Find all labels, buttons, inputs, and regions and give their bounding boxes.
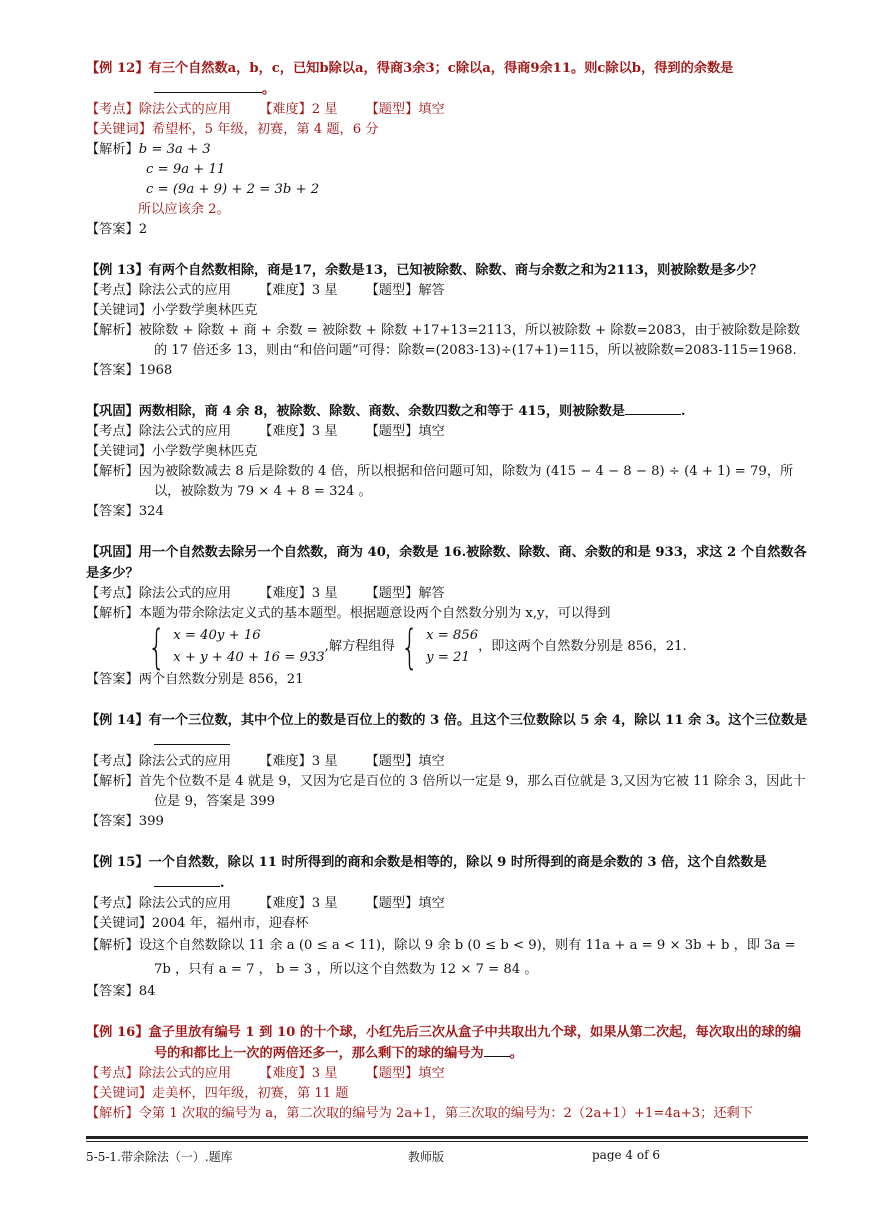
answer: 【答案】324 xyxy=(86,504,164,519)
question-gg2: 【巩固】用一个自然数去除另一个自然数，商为 40，余数是 16.被除数、除数、商、余数的和是 933，求这 2 个自然数各是多少？ xyxy=(86,545,807,581)
answer-blank xyxy=(625,414,681,415)
meta-row: 【考点】除法公式的应用 【难度】3 星 【题型】填空 xyxy=(86,754,445,769)
footer-page-number: page 4 of 6 xyxy=(592,1148,660,1162)
meta-row: 【考点】除法公式的应用 【难度】3 星 【题型】填空 xyxy=(86,1066,445,1081)
answer: 【答案】1968 xyxy=(86,363,173,378)
keywords: 【关键词】希望杯，5 年级，初赛，第 4 题，6 分 xyxy=(86,122,379,137)
answer: 【答案】399 xyxy=(86,814,164,829)
question-13: 【例 13】有两个自然数相除，商是17，余数是13，已知被除数、除数、商与余数之和为2113，则被除数是多少？ xyxy=(86,263,763,278)
answer: 【答案】84 xyxy=(86,984,156,999)
solution: 【解析】令第 1 次取的编号为 a，第二次取的编号为 2a+1，第三次取的编号为：2（2a+1）+1=4a+3；还剩下 xyxy=(86,1106,753,1121)
solution: 【解析】设这个自然数除以 11 余 a (0 ≤ a < 11)，除以 9 余 b (0 ≤ b < 9)，则有 11a + a = 9 × 3b + b ，即 3a = 7b ，只有 a = 7 ， b = 3 ，所以这个自然数为 12 × 7 = 84 。 xyxy=(86,938,796,977)
consolidation-1 xyxy=(86,401,810,522)
footer-edition: 教师版 xyxy=(408,1150,445,1164)
document-body xyxy=(86,58,810,1124)
solution: 【解析】本题为带余除法定义式的基本题型。根据题意设两个自然数分别为 x,y，可以得到 xyxy=(86,606,611,621)
solution: 【解析】被除数 + 除数 + 商 + 余数 = 被除数 + 除数 +17+13=2113，所以被除数 + 除数=2083，由于被除数是除数的 17 倍还多 13，则由“和倍问题”可得：除数=(2083-13)÷(17+1)=115，所以被除数=2083-115=1968. xyxy=(86,323,801,358)
example-16 xyxy=(86,1022,810,1124)
question-15: 【例 15】一个自然数，除以 11 时所得到的商和余数是相等的，除以 9 时所得到的商是余数的 3 倍，这个自然数是. xyxy=(86,855,767,891)
keywords: 【关键词】小学数学奥林匹克 xyxy=(86,444,258,459)
footer-rule xyxy=(86,1141,808,1142)
meta-row: 【考点】除法公式的应用 【难度】2 星 【题型】填空 xyxy=(86,102,445,117)
answer-blank xyxy=(154,744,230,745)
keywords: 【关键词】2004 年，福州市，迎春杯 xyxy=(86,916,309,931)
solution-label: 【解析】b = 3a + 3 xyxy=(86,142,211,157)
question-14: 【例 14】有一个三位数，其中个位上的数是百位上的数的 3 倍。且这个三位数除以 5 余 4，除以 11 余 3。这个三位数是 xyxy=(86,710,810,752)
meta-row: 【考点】除法公式的应用 【难度】3 星 【题型】填空 xyxy=(86,896,445,911)
answer: 【答案】2 xyxy=(86,222,148,237)
question-label: 【例 12】 xyxy=(86,61,149,76)
answer-blank xyxy=(154,886,220,887)
keywords: 【关键词】走美杯，四年级，初赛，第 11 题 xyxy=(86,1086,349,1101)
example-12 xyxy=(86,58,810,240)
consolidation-2 xyxy=(86,542,810,690)
footer-rule xyxy=(86,1136,808,1139)
question-12: 【例 12】有三个自然数a，b，c，已知b除以a，得商3余3；c除以a，得商9余11。则c除以b，得到的余数是。 xyxy=(86,61,734,97)
solution: 【解析】因为被除数减去 8 后是除数的 4 倍，所以根据和倍问题可知，除数为 (415 − 4 − 8 − 8) ÷ (4 + 1) = 79，所以，被除数为 79 × 4 + 8 = 324 。 xyxy=(86,464,794,499)
equation-system-1: { x = 40y + 16 x + y + 40 + 16 = 933 xyxy=(147,620,325,674)
meta-row: 【考点】除法公式的应用 【难度】3 星 【题型】解答 xyxy=(86,283,445,298)
equation: c = (9a + 9) + 2 = 3b + 2 xyxy=(146,182,320,197)
answer: 【答案】两个自然数分别是 856，21 xyxy=(86,672,304,687)
meta-row: 【考点】除法公式的应用 【难度】3 星 【题型】解答 xyxy=(86,586,445,601)
page-footer xyxy=(86,1136,808,1168)
question-gg1: 【巩固】两数相除，商 4 余 8，被除数、除数、商数、余数四数之和等于 415，则被除数是 . xyxy=(86,404,686,419)
footer-doc-name: 5-5-1.带余除法（一）.题库 xyxy=(86,1150,233,1164)
answer-blank xyxy=(484,1056,510,1057)
answer-blank xyxy=(154,92,262,93)
equation: c = 9a + 11 xyxy=(146,162,226,177)
example-14 xyxy=(86,710,810,832)
equation-system-2: { x = 856 y = 21 xyxy=(400,620,479,674)
keywords: 【关键词】小学数学奥林匹克 xyxy=(86,303,258,318)
equation-system-row: { x = 40y + 16 x + y + 40 + 16 = 933 ,解方程组得 { x = 856 y = 21 ，即这两个自然数分别是 856，21. xyxy=(86,624,810,670)
example-15 xyxy=(86,852,810,1002)
solution-note: 所以应该余 2。 xyxy=(138,202,230,217)
question-16: 【例 16】盒子里放有编号 1 到 10 的十个球，小红先后三次从盒子中共取出九个球，如果从第二次起，每次取出的球的编号的和都比上一次的两倍还多一，那么剩下的球的编号为 。 xyxy=(86,1025,802,1061)
meta-row: 【考点】除法公式的应用 【难度】3 星 【题型】填空 xyxy=(86,424,445,439)
solution: 【解析】首先个位数不是 4 就是 9，又因为它是百位的 3 倍所以一定是 9，那么百位就是 3,又因为它被 11 除余 3，因此十位是 9，答案是 399 xyxy=(86,774,806,809)
example-13 xyxy=(86,260,810,381)
